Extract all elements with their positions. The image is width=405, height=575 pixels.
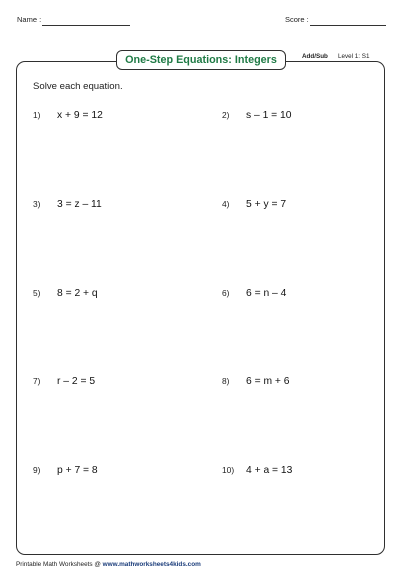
problem-number: 7)	[33, 376, 41, 386]
problem-equation: 6 = m + 6	[246, 376, 290, 387]
name-label: Name :	[17, 15, 42, 24]
problem-equation: p + 7 = 8	[57, 465, 98, 476]
problem-4	[222, 199, 286, 210]
problem-number: 10)	[222, 465, 235, 475]
footer-text: Printable Math Worksheets @	[16, 561, 101, 568]
name-line	[42, 25, 130, 26]
problem-number: 6)	[222, 288, 230, 298]
problem-number: 2)	[222, 110, 230, 120]
problem-7	[33, 376, 95, 387]
problem-equation: 8 = 2 + q	[57, 288, 98, 299]
problem-3	[33, 199, 102, 210]
worksheet-title: One-Step Equations: Integers	[116, 50, 286, 70]
problem-equation: 3 = z – 11	[57, 199, 102, 210]
level-label: Level 1: S1	[338, 53, 370, 60]
problem-number: 9)	[33, 465, 41, 475]
problem-5	[33, 288, 98, 299]
problem-1	[33, 110, 103, 121]
score-line	[310, 25, 386, 26]
problem-10	[222, 465, 292, 476]
problem-number: 3)	[33, 199, 41, 209]
problem-number: 8)	[222, 376, 230, 386]
subject-label: Add/Sub	[302, 53, 328, 60]
problem-equation: 5 + y = 7	[246, 199, 287, 210]
problem-8	[222, 376, 290, 387]
problem-6	[222, 288, 286, 299]
footer-site-link[interactable]: www.mathworksheets4kids.com	[102, 561, 201, 568]
footer	[16, 561, 201, 568]
instruction-text: Solve each equation.	[33, 81, 123, 92]
score-label: Score :	[285, 15, 309, 24]
problem-equation: 4 + a = 13	[246, 465, 293, 476]
problem-equation: r – 2 = 5	[57, 376, 96, 387]
problem-equation: s – 1 = 10	[246, 110, 292, 121]
problem-number: 5)	[33, 288, 41, 298]
problem-number: 4)	[222, 199, 230, 209]
problem-2	[222, 110, 292, 121]
problem-equation: x + 9 = 12	[57, 110, 103, 121]
problem-equation: 6 = n – 4	[246, 288, 287, 299]
problem-number: 1)	[33, 110, 41, 120]
problem-9	[33, 465, 98, 476]
worksheet-frame	[16, 61, 385, 555]
